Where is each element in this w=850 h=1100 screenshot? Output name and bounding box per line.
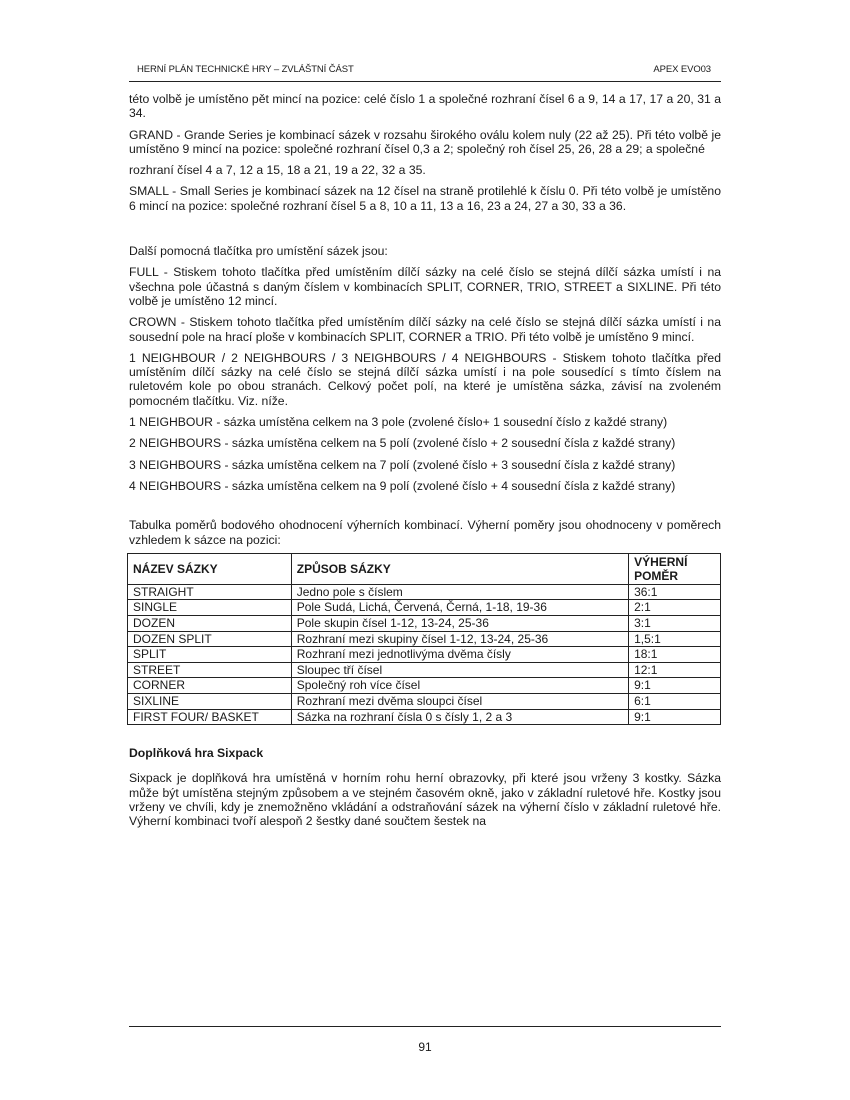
spacer (129, 500, 721, 518)
payout-ratio: 9:1 (629, 709, 721, 725)
bet-name: FIRST FOUR/ BASKET (128, 709, 292, 725)
page-header (137, 64, 711, 75)
paragraph-2-neighbours: 2 NEIGHBOURS - sázka umístěna celkem na 5 polí (zvolené číslo + 2 sousední čísla z každé strany) (129, 436, 676, 451)
footer-divider (129, 1026, 721, 1027)
page-content (129, 92, 721, 836)
page-number: 91 (418, 1040, 432, 1054)
payout-ratio: 12:1 (629, 662, 721, 678)
payout-ratio: 3:1 (629, 616, 721, 632)
paragraph-4-neighbours: 4 NEIGHBOURS - sázka umístěna celkem na 9 polí (zvolené číslo + 4 sousední čísla z každé strany) (129, 478, 676, 493)
header-code: APEX EVO03 (653, 64, 711, 75)
table-row (128, 678, 721, 694)
payout-ratio: 9:1 (629, 678, 721, 694)
table-row (128, 584, 721, 600)
paragraph-full: FULL - Stiskem tohoto tlačítka před umístěním dílčí sázky na celé číslo se stejná dílčí sázka umístí i na všechna pole účastná s daným číslem v kombinacích SPLIT, CORNER, TRIO, STREET a SIXLINE. Při této volbě je umístěno 12 mincí. (129, 265, 721, 308)
table-header-row (128, 553, 721, 584)
table-row (128, 600, 721, 616)
table-row (128, 647, 721, 663)
paragraph-crown: CROWN - Stiskem tohoto tlačítka před umístěním dílčí sázky na celé číslo se stejná dílčí sázka umístí i na sousední pole na hrací ploše v kombinacích SPLIT, CORNER a TRIO. Při této volbě je umístěno 9 mincí. (129, 315, 721, 344)
paragraph-small: SMALL - Small Series je kombinací sázek na 12 čísel na straně protilehlé k číslu 0. Při této volbě je umístěno 6 mincí na pozice: společné rozhraní čísel 5 a 8, 10 a 11, 13 a 16, 23 a 24, 27 a 30, 33 a 36. (129, 184, 721, 213)
bet-name: DOZEN (128, 616, 292, 632)
paragraph-grand-continued: rozhraní čísel 4 a 7, 12 a 15, 18 a 21, 19 a 22, 32 a 35. (129, 163, 426, 178)
paragraph-3-neighbours: 3 NEIGHBOURS - sázka umístěna celkem na 7 polí (zvolené číslo + 3 sousední čísla z každé strany) (129, 457, 676, 472)
bet-method: Rozhraní mezi jednotlivýma dvěma čísly (291, 647, 628, 663)
bet-method: Společný roh více čísel (291, 678, 628, 694)
paragraph-grand: GRAND - Grande Series je kombinací sázek v rozsahu širokého oválu kolem nuly (22 až 25). Při této volbě je umístěno 9 mincí na pozice: společné rozhraní čísel 0,3 a 2; společný roh čísel 25, 26, 28 a 29; a společné (129, 127, 721, 156)
section-heading-sixpack: Doplňková hra Sixpack (129, 746, 264, 761)
bet-name: SIXLINE (128, 693, 292, 709)
paragraph-neighbours: 1 NEIGHBOUR / 2 NEIGHBOURS / 3 NEIGHBOURS / 4 NEIGHBOURS - Stiskem tohoto tlačítka před umístěním dílčí sázky na celé číslo se stejná dílčí sázka umístí i na pole sousedící s tímto číslem na ruletovém kole po obou stranách. Celkový počet polí, na které je umístěna sázka, závisí na zvoleném pomocném tlačítku. Viz. níže. (129, 350, 721, 408)
bet-method: Jedno pole s číslem (291, 584, 628, 600)
header-title: HERNÍ PLÁN TECHNICKÉ HRY – ZVLÁŠTNÍ ČÁST (137, 64, 354, 75)
table-row (128, 631, 721, 647)
bet-name: SPLIT (128, 647, 292, 663)
bet-method: Rozhraní mezi dvěma sloupci čísel (291, 693, 628, 709)
payout-ratio: 6:1 (629, 693, 721, 709)
bet-name: STREET (128, 662, 292, 678)
table-row (128, 662, 721, 678)
table-row (128, 693, 721, 709)
bet-method: Rozhraní mezi skupiny čísel 1-12, 13-24, 25-36 (291, 631, 628, 647)
paragraph-1-neighbour: 1 NEIGHBOUR - sázka umístěna celkem na 3 pole (zvolené číslo+ 1 sousední číslo z každé strany) (129, 415, 668, 430)
paragraph-table-intro: Tabulka poměrů bodového ohodnocení výherních kombinací. Výherní poměry jsou ohodnoceny v poměrech vzhledem k sázce na pozici: (129, 518, 721, 547)
bet-method: Sázka na rozhraní čísla 0 s čísly 1, 2 a 3 (291, 709, 628, 725)
paragraph-helper-buttons-intro: Další pomocná tlačítka pro umístění sázek jsou: (129, 244, 388, 259)
bet-name: DOZEN SPLIT (128, 631, 292, 647)
bet-method: Sloupec tří čísel (291, 662, 628, 678)
payout-ratio: 36:1 (629, 584, 721, 600)
payout-table (127, 553, 721, 725)
spacer (129, 220, 721, 244)
paragraph-sixpack: Sixpack je doplňková hra umístěná v horním rohu herní obrazovky, při které jsou vrženy 3 kostky. Sázka může být umístěna stejným způsobem a ve stejném časovém okně, jako v základní ruletové hře. Kostky jsou vrženy ve chvíli, kdy je znemožněno vkládání a odstraňování sázek na výherní číslo v základní ruletové hře. Výherní kombinaci tvoří alespoň 2 šestky dané součtem šestek na (129, 771, 721, 829)
column-header-bet-method: ZPŮSOB SÁZKY (291, 553, 628, 584)
bet-name: SINGLE (128, 600, 292, 616)
column-header-payout: VÝHERNÍ POMĚR (629, 553, 721, 584)
bet-method: Pole Sudá, Lichá, Červená, Černá, 1-18, 19-36 (291, 600, 628, 616)
table-row (128, 616, 721, 632)
payout-ratio: 1,5:1 (629, 631, 721, 647)
bet-name: STRAIGHT (128, 584, 292, 600)
paragraph-continuation: této volbě je umístěno pět mincí na pozice: celé číslo 1 a společné rozhraní čísel 6 a 9, 14 a 17, 17 a 20, 31 a 34. (129, 92, 721, 121)
payout-ratio: 18:1 (629, 647, 721, 663)
payout-ratio: 2:1 (629, 600, 721, 616)
bet-name: CORNER (128, 678, 292, 694)
header-divider (129, 81, 721, 82)
bet-method: Pole skupin čísel 1-12, 13-24, 25-36 (291, 616, 628, 632)
table-row (128, 709, 721, 725)
column-header-bet-name: NÁZEV SÁZKY (128, 553, 292, 584)
